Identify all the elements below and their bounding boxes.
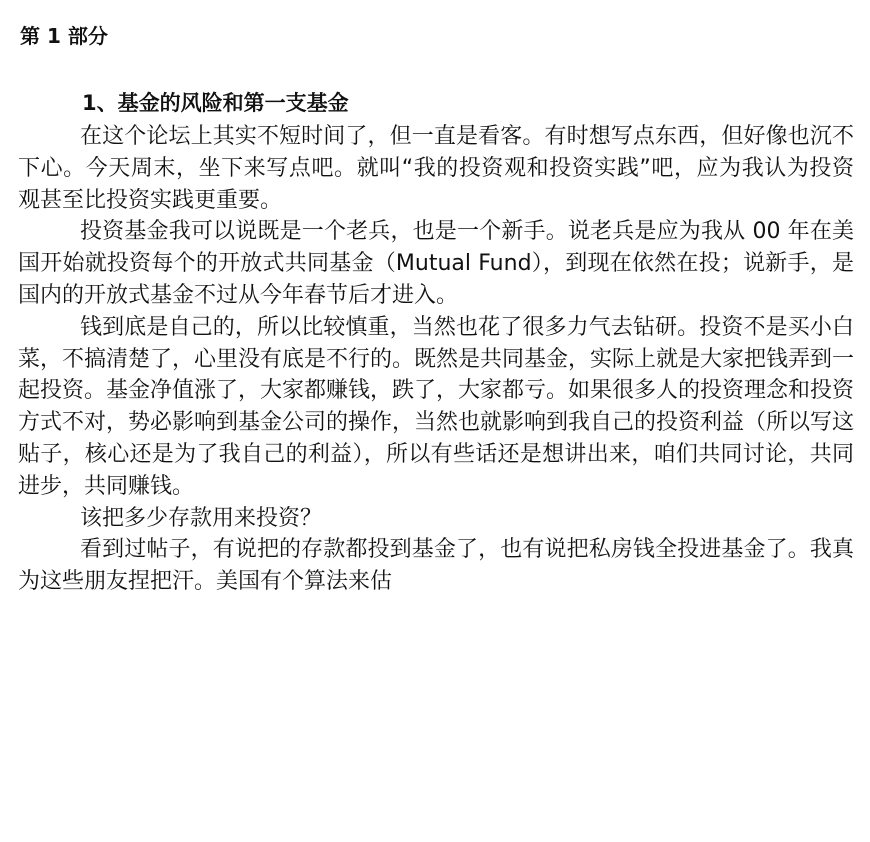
paragraph: 在这个论坛上其实不短时间了，但一直是看客。有时想写点东西，但好像也沉不下心。今天周末，坐下来写点吧。就叫“我的投资观和投资实践”吧，应为我认为投资观甚至比投资实践更重要。 bbox=[18, 124, 854, 213]
paragraph: 看到过帖子，有说把的存款都投到基金了，也有说把私房钱全投进基金了。我真为这些朋友捏把汗。美国有个算法来估 bbox=[18, 537, 854, 595]
paragraph: 钱到底是自己的，所以比较慎重，当然也花了很多力气去钻研。投资不是买小白菜，不搞清楚了，心里没有底是不行的。既然是共同基金，实际上就是大家把钱弄到一起投资。基金净值涨了，大家都赚钱，跌了，大家都亏。如果很多人的投资理念和投资方式不对，势必影响到基金公司的操作，当然也就影响到我自己的投资利益（所以写这贴子，核心还是为了我自己的利益），所以有些话还是想讲出来，咱们共同讨论，共同进步，共同赚钱。 bbox=[18, 314, 855, 499]
section-heading: 1、基金的风险和第一支基金 bbox=[82, 91, 349, 115]
paragraph: 该把多少存款用来投资？ bbox=[80, 505, 323, 531]
body-text bbox=[18, 121, 854, 598]
paragraph: 投资基金我可以说既是一个老兵，也是一个新手。说老兵是应为我从 00 年在美国开始就投资每个的开放式共同基金（Mutual Fund），到现在依然在投；说新手，是国内的开放式基金不过从今年春节后才进入。 bbox=[18, 219, 854, 308]
part-heading: 第 1 部分 bbox=[20, 24, 108, 48]
